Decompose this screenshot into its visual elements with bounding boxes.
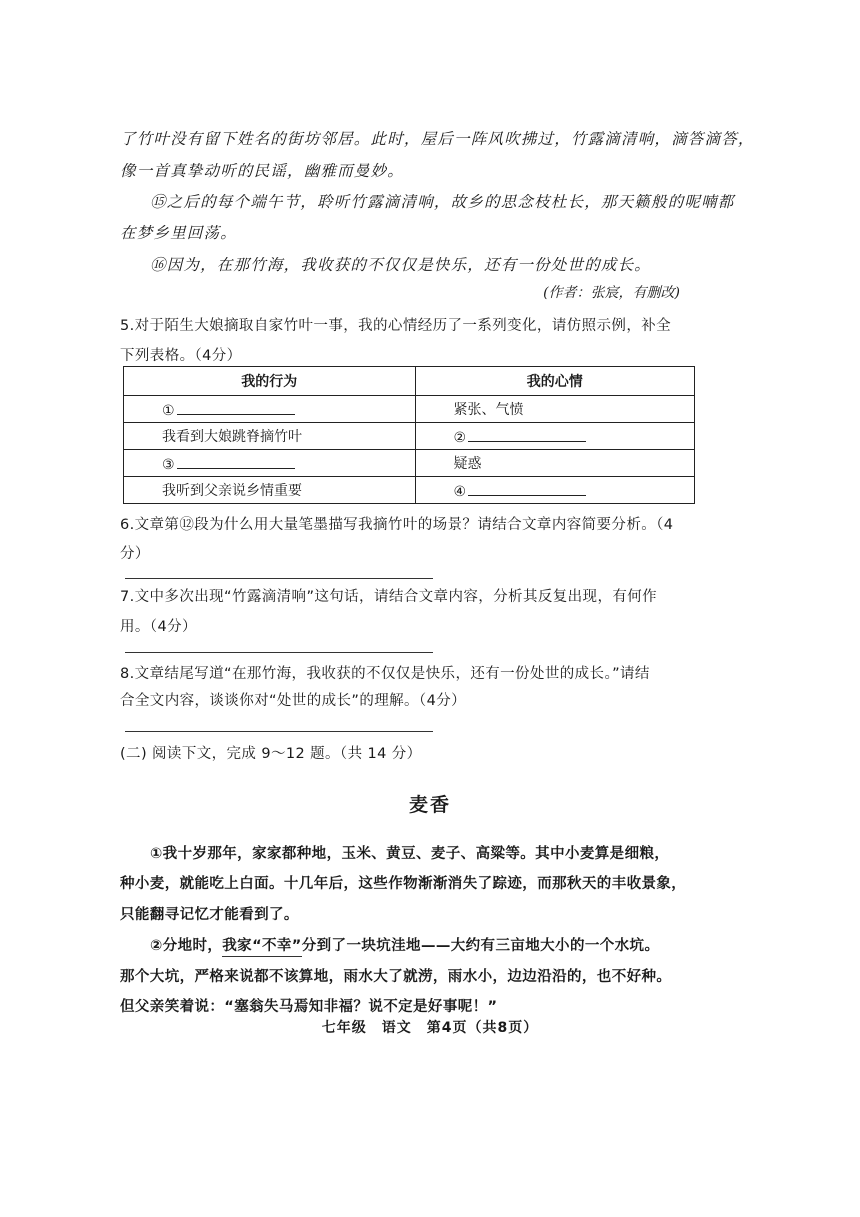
question-6-stem: 分）: [120, 546, 150, 562]
article-line: 那个大坑，严格来说都不该算地，雨水大了就涝，雨水小，边边沿沿的，也不好种。: [120, 969, 672, 985]
table-cell-action: ①: [124, 396, 416, 423]
table-row: [124, 423, 695, 450]
table-row: [124, 396, 695, 423]
article-line: 种小麦，就能吃上白面。十几年后，这些作物渐渐消失了踪迹，而那秋天的丰收景象，: [120, 876, 687, 892]
underlined-phrase: 我家“不幸”: [222, 938, 301, 957]
question-7-stem: 用。（4分）: [120, 619, 197, 635]
passage-line: ⑮之后的每个端午节，聆听竹露滴清响，故乡的思念枝杜长，那天籁般的呢喃都: [150, 193, 735, 211]
table-header-action: 我的行为: [124, 367, 416, 396]
question-7-stem: 7.文中多次出现“竹露滴清响”这句话，请结合文章内容，分析其反复出现，有何作: [120, 589, 658, 605]
answer-blank[interactable]: [468, 427, 586, 442]
table-cell-action: 我看到大娘跳脊摘竹叶: [124, 423, 416, 450]
table-cell-mood: ②: [415, 423, 694, 450]
table-cell-mood: ④: [415, 477, 694, 504]
passage-line: 像一首真挚动听的民谣，幽雅而曼妙。: [120, 162, 404, 180]
question-5-table: [123, 366, 695, 504]
table-cell-mood: 疑惑: [415, 450, 694, 477]
article-line: ①我十岁那年，家家都种地，玉米、黄豆、麦子、高粱等。其中小麦算是细粮，: [150, 846, 670, 862]
question-6-stem: 6.文章第⑫段为什么用大量笔墨描写我摘竹叶的场景？请结合文章内容简要分析。（4: [120, 517, 674, 533]
article-line: 但父亲笑着说：“塞翁失马焉知非福？说不定是好事呢！”: [120, 999, 498, 1015]
table-cell-action: ③: [124, 450, 416, 477]
answer-blank[interactable]: [468, 481, 586, 496]
question-5-stem: 下列表格。（4分）: [120, 348, 242, 364]
passage-line: 了竹叶没有留下姓名的街坊邻居。此时，屋后一阵风吹拂过，竹露滴清响，滴答滴答，: [120, 130, 755, 148]
table-row: [124, 477, 695, 504]
page-footer: 七年级 语文 第4页（共8页）: [321, 1020, 539, 1036]
question-8-stem: 合全文内容，谈谈你对“处世的成长”的理解。（4分）: [120, 693, 466, 709]
passage-line: ⑯因为，在那竹海，我收获的不仅仅是快乐，还有一份处世的成长。: [150, 256, 652, 274]
table-cell-mood: 紧张、气愤: [415, 396, 694, 423]
question-8-stem: 8.文章结尾写道“在那竹海，我收获的不仅仅是快乐，还有一份处世的成长。”请结: [120, 666, 650, 682]
passage-line: 在梦乡里回荡。: [120, 224, 237, 242]
article-title: 麦香: [408, 794, 451, 816]
table-header-mood: 我的心情: [415, 367, 694, 396]
article-line: ②分地时，我家“不幸”分到了一块坑洼地——大约有三亩地大小的一个水坑。: [150, 934, 659, 955]
answer-line[interactable]: [125, 731, 433, 732]
answer-blank[interactable]: [177, 454, 295, 469]
answer-blank[interactable]: [177, 400, 295, 415]
section-heading: (二) 阅读下文，完成 9～12 题。（共 14 分）: [120, 746, 422, 762]
answer-line[interactable]: [125, 652, 433, 653]
question-5-stem: 5.对于陌生大娘摘取自家竹叶一事，我的心情经历了一系列变化，请仿照示例，补全: [120, 318, 672, 334]
article-line: 只能翻寻记忆才能看到了。: [120, 907, 299, 923]
answer-line[interactable]: [125, 578, 433, 579]
table-cell-action: 我听到父亲说乡情重要: [124, 477, 416, 504]
passage-source: (作者：张宸，有删改): [543, 285, 680, 301]
table-row: [124, 450, 695, 477]
